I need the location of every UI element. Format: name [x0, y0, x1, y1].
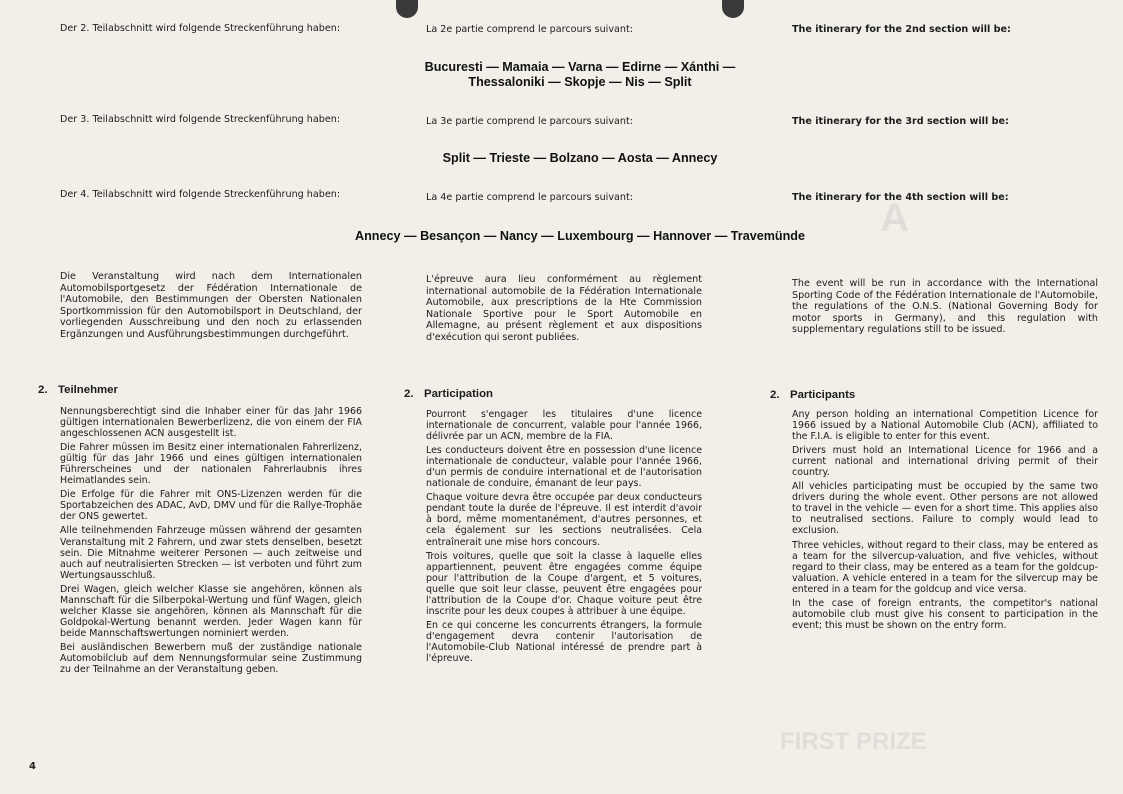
paragraph: Die Erfolge für die Fahrer mit ONS-Lizenzen werden für die Sportabzeichen des ADAC, AvD, DMV und für die Rallye-Trophäe der ONS gewertet.	[60, 489, 362, 523]
paragraph: Bei ausländischen Bewerbern muß der zuständige nationale Automobilclub auf dem Nennungsformular seine Zustimmung zu der Teilnahme an der Veranstaltung geben.	[60, 641, 362, 676]
section2-de: Der 2. Teilabschnitt wird folgende Streckenführung haben:	[60, 23, 341, 34]
paragraph: Trois voitures, quelle que soit la classe à laquelle elles appartiennent, peuvent être engagées comme équipe pour l'attribution de la Coupe d'argent, et 5 voitures, quelle que soit leur classe, peuvent être engagées pour l'attribution de la Coupe d'or. Chaque voiture peut être inscrite pour les deux coupes à attribuer à une équipe.	[426, 550, 702, 617]
paragraph: Drivers must hold an International Licence for 1966 and a current national and international driving permit of their country.	[792, 445, 1098, 479]
section2-fr: La 2e partie comprend le parcours suivant:	[426, 24, 633, 35]
heading-title: Participants	[790, 389, 856, 401]
paragraph: Three vehicles, without regard to their class, may be entered as a team for the silvercup-valuation, and five vehicles, without regard to their class, may be entered as a team for the goldcup-valuation. A vehicle entered in a team for the silvercup may be entered in a team for the goldcup and vice versa.	[792, 539, 1098, 595]
paragraph: Pourront s'engager les titulaires d'une licence internationale de concurrent, valable pour l'année 1966, délivrée par un ACN, membre de la FIA.	[426, 409, 702, 443]
route-section4	[300, 229, 860, 244]
section4-en: The itinerary for the 4th section will be:	[792, 192, 1009, 203]
paragraph: Drei Wagen, gleich welcher Klasse sie angehören, können als Mannschaft für die Silberpokal-Wertung und fünf Wagen, gleich welcher Klasse sie angehören, können als Mannschaft für die Goldpokal-Wertung benannt werden. Jeder Wagen kann für beide Mannschaftswertungen nominiert werden.	[60, 583, 362, 639]
section3-de: Der 3. Teilabschnitt wird folgende Streckenführung haben:	[60, 114, 341, 125]
participants-body-de	[60, 406, 362, 678]
paragraph: En ce qui concerne les concurrents étrangers, la formule d'engagement devra contenir l'autorisation de l'Automobile-Club National intéressé de prendre part à l'épreuve.	[426, 619, 702, 664]
route-line: Bucuresti — Mamaia — Varna — Edirne — Xánthi —	[424, 60, 736, 74]
heading-title: Teilnehmer	[58, 384, 118, 396]
heading-teilnehmer	[38, 384, 118, 396]
paragraph: Alle teilnehmenden Fahrzeuge müssen während der gesamten Veranstaltung mit 2 Fahrern, und zwar stets denselben, besetzt sein. Die Mitnahme weiterer Personen — auch zeitweise und auch auf neutralisierten Strecken — ist verboten und führt zum Wertungsausschluß.	[60, 525, 362, 581]
route-line: Annecy — Besançon — Nancy — Luxembourg — Hannover — Travemünde	[355, 229, 805, 243]
route-line: Split — Trieste — Bolzano — Aosta — Annecy	[442, 151, 718, 165]
paragraph: All vehicles participating must be occupied by the same two drivers during the whole event. Other persons are not allowed to travel in the vehicle — even for a short time. This applies also to neutralised sections. Failure to comply would lead to exclusion.	[792, 481, 1098, 537]
route-line: Thessaloniki — Skopje — Nis — Split	[468, 74, 692, 89]
paragraph: Les conducteurs doivent être en possession d'une licence internationale de conducteur, valable pour l'année 1966, d'un permis de conduire international et de l'autorisation nationale de conduire, émanant de leur pays.	[426, 445, 702, 490]
heading-number: 2.	[770, 389, 780, 401]
route-section2	[300, 60, 860, 89]
paragraph: In the case of foreign entrants, the competitor's national automobile club must give his consent to participation in the event; this must be shown on the entry form.	[792, 597, 1098, 631]
section2-en: The itinerary for the 2nd section will be:	[792, 24, 1011, 35]
heading-number: 2.	[404, 388, 414, 400]
intro-fr: L'épreuve aura lieu conformément au règlement international automobile de la Fédération Internationale Automobile, aux prescriptions de la Hte Commission Nationale Sportive pour le Sport Automobile en Allemagne, au présent règlement et aux dispositions d'exécution qui seront publiées.	[426, 274, 702, 343]
paragraph: Nennungsberechtigt sind die Inhaber einer für das Jahr 1966 gültigen internationalen Bewerberlizenz, die von einem der FIA angeschlossenen ACN ausgestellt ist.	[60, 406, 362, 440]
participants-body-en	[792, 409, 1098, 634]
heading-participants	[770, 389, 855, 401]
paragraph: Die Fahrer müssen im Besitz einer internationalen Fahrerlizenz, gültig für das Jahr 1966 und eines gültigen internationalen Führerscheines und der nationalen Fahrerlaubnis ihres Heimatlandes sein.	[60, 442, 362, 487]
section4-fr: La 4e partie comprend le parcours suivant:	[426, 192, 633, 203]
section3-en: The itinerary for the 3rd section will be:	[792, 116, 1009, 127]
participants-body-fr	[426, 409, 702, 667]
paragraph: Chaque voiture devra être occupée par deux conducteurs pendant toute la durée de l'épreuve. Il est interdit d'avoir à bord, même momentanément, d'autres personnes, et cela également sur les sections neutralisées. Cela entraînerait une mise hors concours.	[426, 492, 702, 548]
page-number: 4	[29, 761, 36, 772]
section4-de: Der 4. Teilabschnitt wird folgende Streckenführung haben:	[60, 189, 341, 200]
intro-en: The event will be run in accordance with the International Sporting Code of the Fédération Internationale de l'Automobile, the regulations of the O.N.S. (National Governing Body for motor sports in Germany), and this regulation with supplementary regulations still to be issued.	[792, 278, 1098, 336]
heading-number: 2.	[38, 384, 48, 396]
binder-hole	[722, 0, 744, 18]
binder-hole	[396, 0, 418, 18]
show-through-text: FIRST PRIZE	[780, 728, 927, 755]
show-through-text: A	[880, 196, 909, 240]
heading-title: Participation	[424, 388, 493, 400]
paragraph: Any person holding an international Competition Licence for 1966 issued by a National Automobile Club (ACN), affiliated to the F.I.A. is eligible to enter for this event.	[792, 409, 1098, 443]
section3-fr: La 3e partie comprend le parcours suivant:	[426, 116, 633, 127]
intro-de: Die Veranstaltung wird nach dem Internationalen Automobilsportgesetz der Fédération Internationale de l'Automobile, den Bestimmungen der Obersten Nationalen Sportkommission für den Automobilsport in Deutschland, der vorliegenden Ausschreibung und den noch zu erlassenden Ergänzungen und Ausführungsbestimmungen durchgeführt.	[60, 271, 362, 340]
route-section3	[300, 151, 860, 166]
heading-participation	[404, 388, 493, 400]
